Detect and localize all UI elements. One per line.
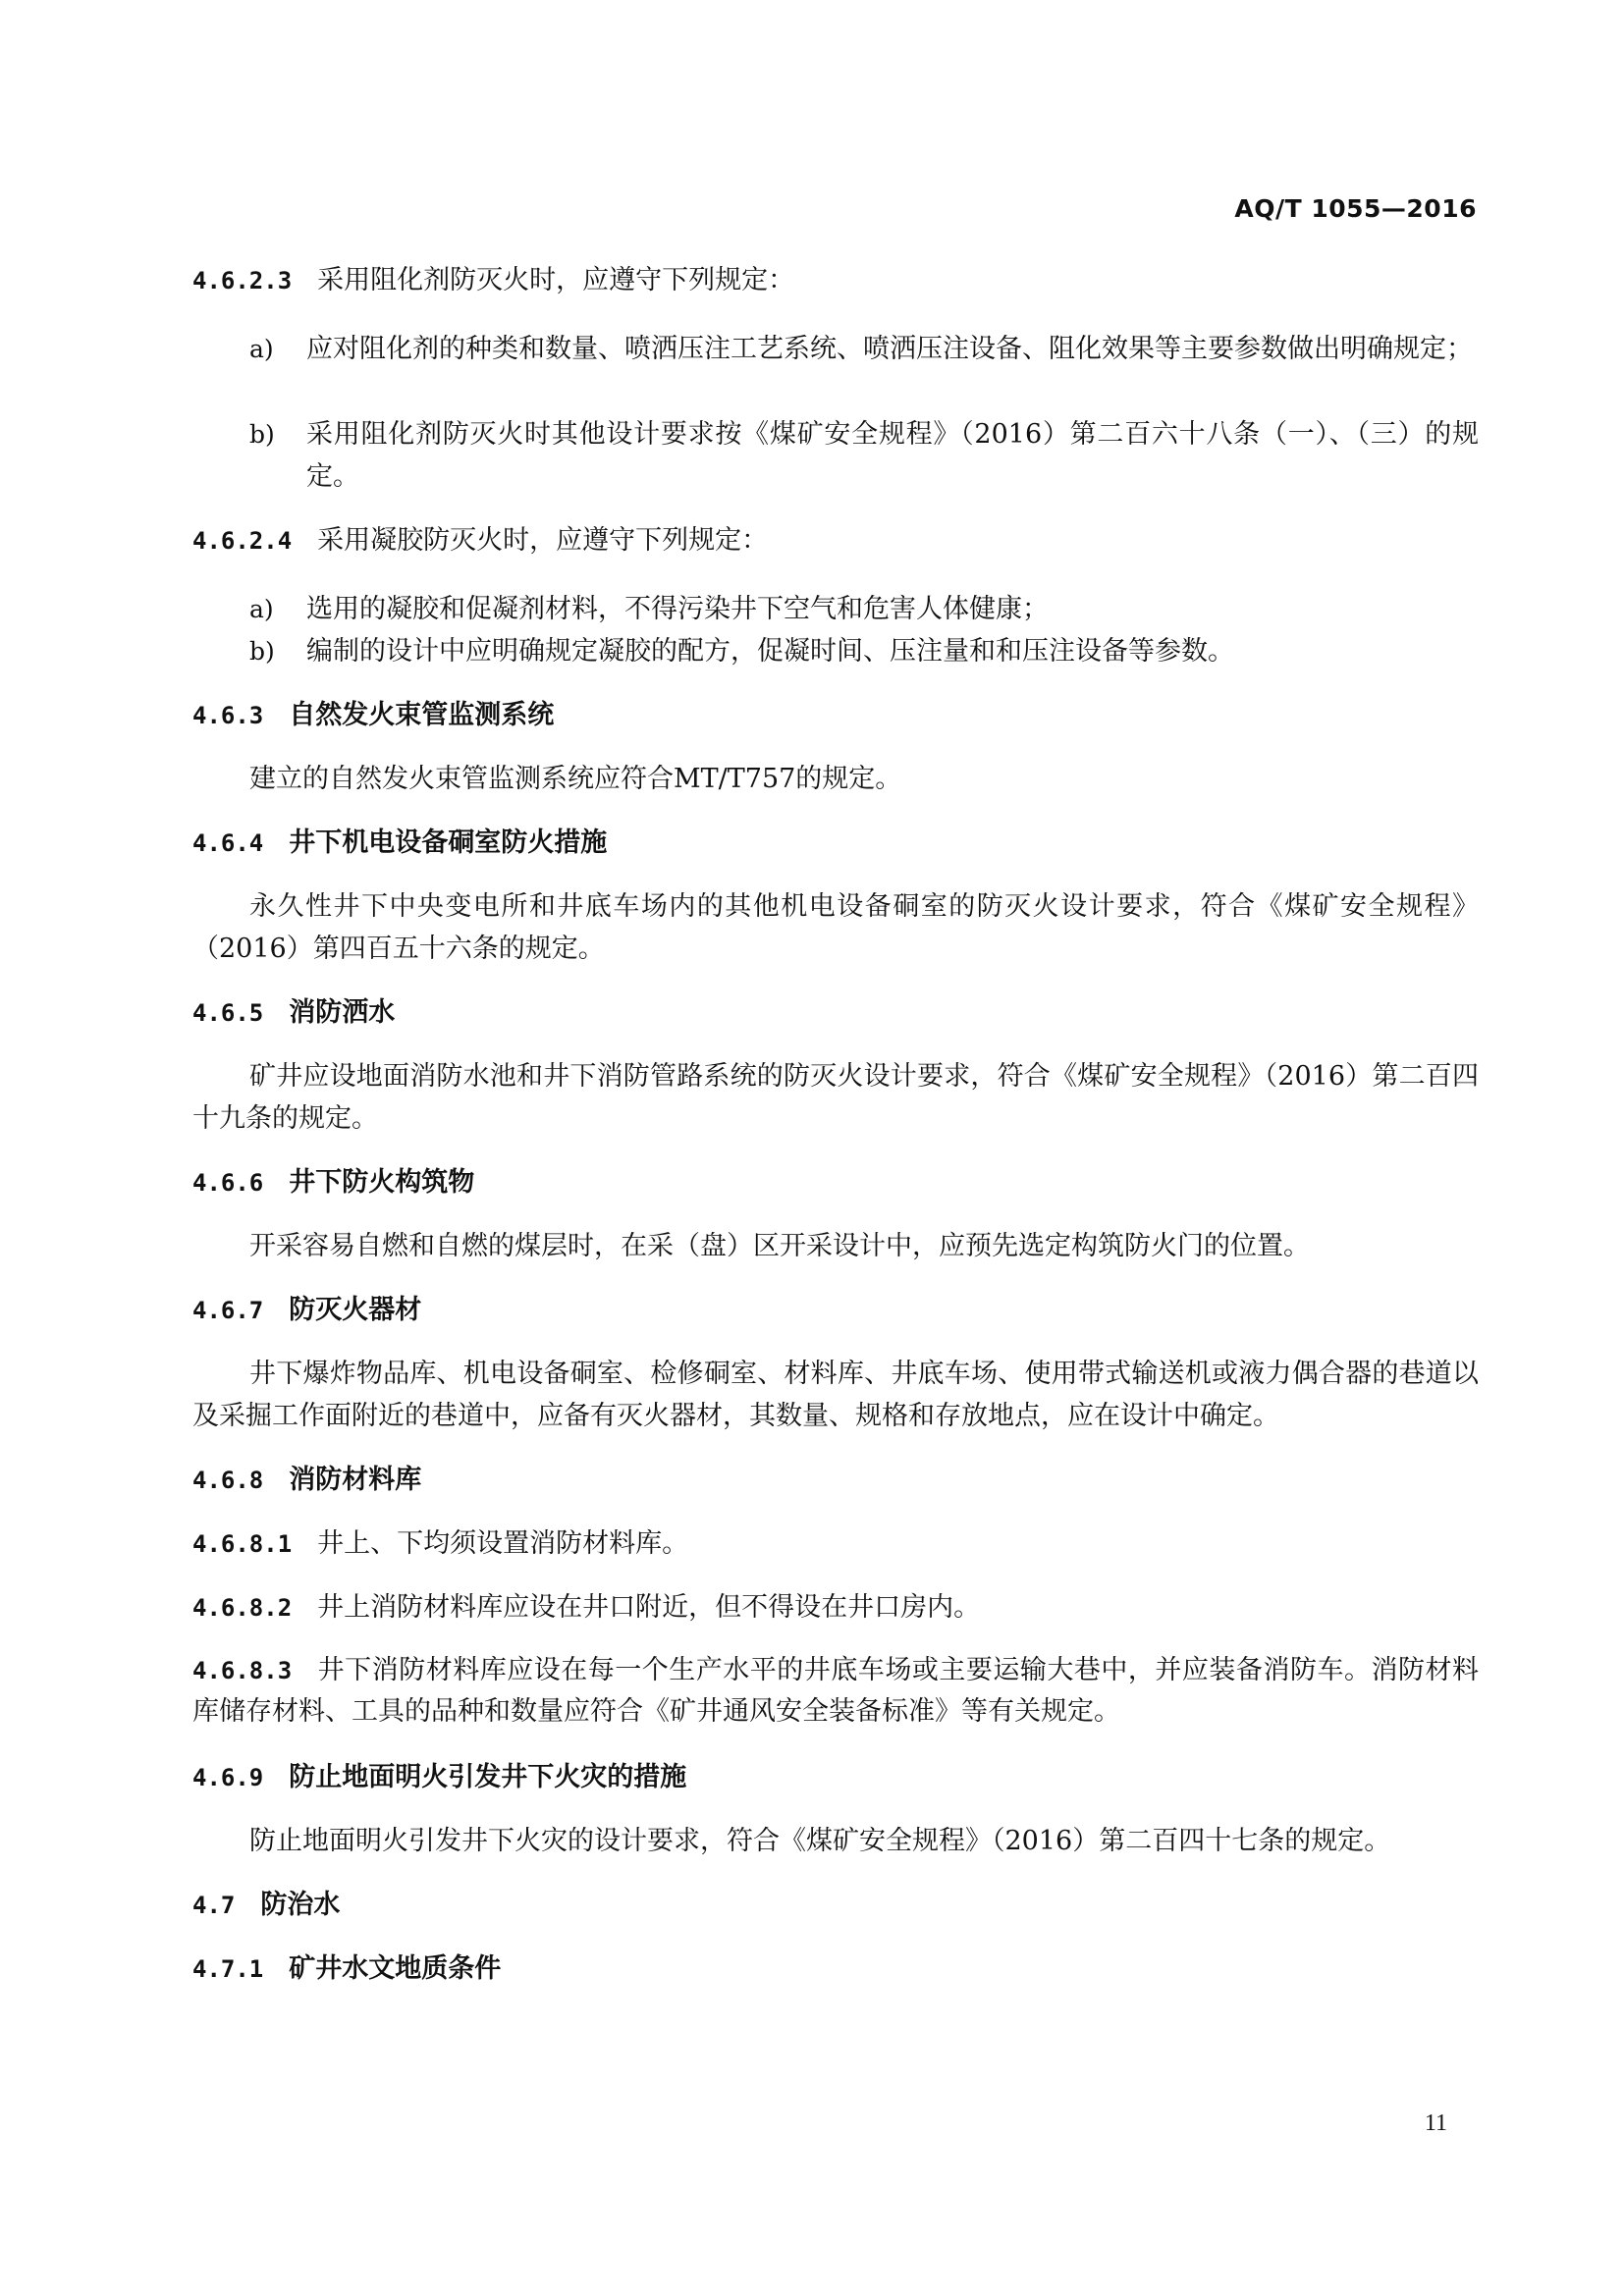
- clause-text: 采用阻化剂防灭火时，应遵守下列规定：: [317, 265, 795, 295]
- clause-text: 井上消防材料库应设在井口附近，但不得设在井口房内。: [317, 1592, 981, 1623]
- section-number: 4.6.8: [192, 1467, 264, 1494]
- section-number: 4.7.1: [192, 1955, 264, 1983]
- paragraph-4-6-5: 矿井应设地面消防水池和井下消防管路系统的防灭火设计要求，符合《煤矿安全规程》（2016）第二百四十九条的规定。: [192, 1061, 1479, 1134]
- section-heading-4-6-9: [192, 1756, 1479, 1799]
- clause-number: 4.6.2.4: [192, 527, 293, 555]
- clause-number: 4.6.2.3: [192, 267, 293, 294]
- list-item-b: [249, 413, 1479, 498]
- section-title: 消防洒水: [289, 997, 396, 1028]
- section-heading-4-6-4: [192, 822, 1479, 865]
- section-title: 防治水: [260, 1890, 341, 1920]
- section-number: 4.6.6: [192, 1169, 264, 1197]
- section-title: 自然发火束管监测系统: [289, 700, 555, 730]
- paragraph-4-6-4: 永久性井下中央变电所和井底车场内的其他机电设备硐室的防灭火设计要求，符合《煤矿安全规程》（2016）第四百五十六条的规定。: [192, 891, 1479, 964]
- section-number: 4.6.7: [192, 1297, 264, 1324]
- clause-4-6-8-1: [192, 1522, 1479, 1566]
- section-title: 井下防火构筑物: [289, 1167, 475, 1198]
- section-title: 矿井水文地质条件: [289, 1953, 502, 1984]
- section-heading-4-6-3: [192, 694, 1479, 737]
- clause-text: 井上、下均须设置消防材料库。: [317, 1528, 689, 1559]
- paragraph-4-6-9: 防止地面明火引发井下火灾的设计要求，符合《煤矿安全规程》（2016）第二百四十七条的规定。: [249, 1826, 1391, 1856]
- clause-number: 4.6.8.2: [192, 1594, 293, 1622]
- paragraph-4-6-6: 开采容易自燃和自燃的煤层时，在采（盘）区开采设计中，应预先选定构筑防火门的位置。: [249, 1231, 1310, 1261]
- clause-4-6-2-3: [192, 259, 1479, 302]
- section-title: 消防材料库: [289, 1465, 422, 1495]
- section-title: 防灭火器材: [289, 1295, 422, 1325]
- standard-code-header: AQ/T 1055—2016: [1234, 194, 1477, 223]
- clause-4-6-8-3: [192, 1650, 1479, 1733]
- section-heading-4-6-7: [192, 1289, 1479, 1332]
- clause-text: 采用凝胶防灭火时，应遵守下列规定：: [317, 525, 769, 556]
- clause-number: 4.6.8.1: [192, 1530, 293, 1558]
- section-title: 井下机电设备硐室防火措施: [289, 828, 608, 858]
- section-number: 4.7: [192, 1892, 236, 1919]
- section-heading-4-6-5: [192, 991, 1479, 1035]
- list-item-b: [249, 630, 1479, 672]
- list-item-a: [249, 588, 1479, 630]
- list-marker: a): [249, 595, 274, 623]
- list-marker: b): [249, 420, 275, 449]
- paragraph-4-6-7: 井下爆炸物品库、机电设备硐室、检修硐室、材料库、井底车场、使用带式输送机或液力偶合器的巷道以及采掘工作面附近的巷道中，应备有灭火器材，其数量、规格和存放地点，应在设计中确定。: [192, 1359, 1479, 1431]
- list-text: 应对阻化剂的种类和数量、喷洒压注工艺系统、喷洒压注设备、阻化效果等主要参数做出明确规定；: [306, 334, 1473, 364]
- section-heading-4-7: [192, 1884, 1479, 1927]
- clause-number: 4.6.8.3: [192, 1657, 293, 1684]
- list-text: 编制的设计中应明确规定凝胶的配方，促凝时间、压注量和和压注设备等参数。: [306, 636, 1234, 667]
- list-marker: a): [249, 335, 274, 363]
- section-heading-4-6-6: [192, 1161, 1479, 1204]
- section-title: 防止地面明火引发井下火灾的措施: [289, 1762, 687, 1792]
- clause-4-6-8-2: [192, 1586, 1479, 1629]
- section-number: 4.6.3: [192, 702, 264, 729]
- list-text: 选用的凝胶和促凝剂材料，不得污染井下空气和危害人体健康；: [306, 594, 1049, 624]
- section-number: 4.6.5: [192, 999, 264, 1027]
- list-text: 采用阻化剂防灭火时其他设计要求按《煤矿安全规程》（2016）第二百六十八条（一）、（三）的规定。: [306, 419, 1479, 492]
- section-number: 4.6.9: [192, 1764, 264, 1791]
- paragraph-4-6-3: 建立的自然发火束管监测系统应符合MT/T757的规定。: [249, 764, 902, 794]
- list-marker: b): [249, 637, 275, 666]
- section-heading-4-6-8: [192, 1459, 1479, 1502]
- section-heading-4-7-1: [192, 1948, 1479, 1991]
- clause-4-6-2-4: [192, 519, 1479, 562]
- page-number: 11: [1424, 2110, 1447, 2136]
- list-item-a: [249, 328, 1479, 370]
- clause-text: 井下消防材料库应设在每一个生产水平的井底车场或主要运输大巷中，并应装备消防车。消防材料库储存材料、工具的品种和数量应符合《矿井通风安全装备标准》等有关规定。: [192, 1655, 1479, 1727]
- section-number: 4.6.4: [192, 829, 264, 857]
